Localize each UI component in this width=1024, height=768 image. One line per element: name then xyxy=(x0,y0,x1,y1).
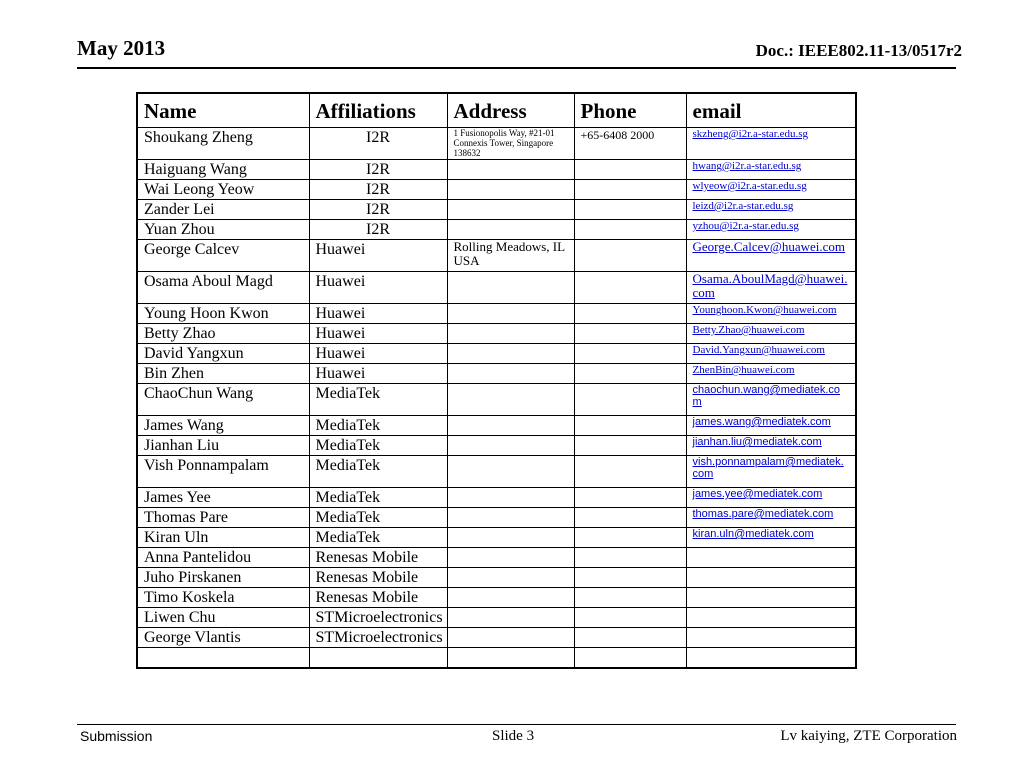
affiliation-cell: MediaTek xyxy=(309,488,447,508)
email-link[interactable]: George.Calcev@huawei.com xyxy=(692,239,846,254)
email-cell xyxy=(686,416,856,436)
table-row xyxy=(137,304,856,324)
name-cell: ChaoChun Wang xyxy=(137,384,309,416)
table-row xyxy=(137,272,856,304)
phone-cell xyxy=(574,628,686,648)
email-cell xyxy=(686,528,856,548)
phone-cell xyxy=(574,436,686,456)
address-cell xyxy=(447,344,574,364)
table-row xyxy=(137,324,856,344)
address-cell xyxy=(447,220,574,240)
address-cell xyxy=(447,456,574,488)
name-cell: Shoukang Zheng xyxy=(137,128,309,160)
email-cell xyxy=(686,548,856,568)
phone-cell xyxy=(574,220,686,240)
table-row xyxy=(137,528,856,548)
column-header-address: Address xyxy=(447,93,574,128)
affiliation-cell: Huawei xyxy=(309,364,447,384)
table-row xyxy=(137,608,856,628)
email-cell xyxy=(686,456,856,488)
email-cell xyxy=(686,344,856,364)
affiliation-cell: Huawei xyxy=(309,304,447,324)
phone-cell xyxy=(574,160,686,180)
affiliation-cell: I2R xyxy=(309,160,447,180)
table-row xyxy=(137,364,856,384)
table-row xyxy=(137,180,856,200)
header-divider xyxy=(77,67,956,69)
name-cell: James Yee xyxy=(137,488,309,508)
name-cell: Thomas Pare xyxy=(137,508,309,528)
name-cell: Bin Zhen xyxy=(137,364,309,384)
phone-cell xyxy=(574,324,686,344)
phone-cell xyxy=(574,240,686,272)
affiliation-cell: MediaTek xyxy=(309,456,447,488)
name-cell: Yuan Zhou xyxy=(137,220,309,240)
email-link[interactable]: wlyeow@i2r.a-star.edu.sg xyxy=(692,180,807,192)
name-cell: Anna Pantelidou xyxy=(137,548,309,568)
table-row xyxy=(137,456,856,488)
name-cell xyxy=(137,648,309,669)
email-cell xyxy=(686,364,856,384)
affiliation-cell: I2R xyxy=(309,220,447,240)
table-row xyxy=(137,588,856,608)
table-row xyxy=(137,384,856,416)
email-cell xyxy=(686,272,856,304)
name-cell: George Calcev xyxy=(137,240,309,272)
address-cell xyxy=(447,180,574,200)
phone-cell xyxy=(574,384,686,416)
email-link[interactable]: ZhenBin@huawei.com xyxy=(692,364,795,376)
phone-cell xyxy=(574,548,686,568)
phone-cell xyxy=(574,200,686,220)
name-cell: Timo Koskela xyxy=(137,588,309,608)
address-cell xyxy=(447,324,574,344)
phone-cell xyxy=(574,568,686,588)
email-cell xyxy=(686,384,856,416)
footer-submission: Submission xyxy=(80,728,153,744)
address-cell xyxy=(447,588,574,608)
table-row xyxy=(137,548,856,568)
table-row xyxy=(137,488,856,508)
email-cell xyxy=(686,180,856,200)
address-cell xyxy=(447,272,574,304)
phone-cell xyxy=(574,488,686,508)
address-cell xyxy=(447,508,574,528)
name-cell: Kiran Uln xyxy=(137,528,309,548)
email-cell xyxy=(686,608,856,628)
email-link[interactable]: kiran.uln@mediatek.com xyxy=(692,528,814,540)
phone-text: +65-6408 2000 xyxy=(580,128,655,142)
email-cell xyxy=(686,304,856,324)
table-row xyxy=(137,240,856,272)
table-row xyxy=(137,416,856,436)
table-row xyxy=(137,128,856,160)
affiliation-cell: Renesas Mobile xyxy=(309,588,447,608)
name-cell: Wai Leong Yeow xyxy=(137,180,309,200)
address-cell xyxy=(447,240,574,272)
address-cell xyxy=(447,160,574,180)
email-link[interactable]: vish.ponnampalam@mediatek.com xyxy=(692,456,844,480)
column-header-email: email xyxy=(686,93,856,128)
footer-author: Lv kaiying, ZTE Corporation xyxy=(780,728,957,744)
affiliation-cell: MediaTek xyxy=(309,508,447,528)
phone-cell xyxy=(574,128,686,160)
phone-cell xyxy=(574,304,686,324)
address-cell xyxy=(447,128,574,160)
table-header-row xyxy=(137,93,856,128)
name-cell: Haiguang Wang xyxy=(137,160,309,180)
address-text: 1 Fusionopolis Way, #21-01 Connexis Tower, Singapore 138632 xyxy=(453,128,555,158)
phone-cell xyxy=(574,272,686,304)
name-cell: Zander Lei xyxy=(137,200,309,220)
email-cell xyxy=(686,628,856,648)
affiliation-cell xyxy=(309,648,447,669)
footer-divider xyxy=(77,724,956,725)
affiliation-cell: Huawei xyxy=(309,324,447,344)
phone-cell xyxy=(574,608,686,628)
document-id: Doc.: IEEE802.11-13/0517r2 xyxy=(755,41,962,60)
attendee-table xyxy=(136,92,857,669)
address-cell xyxy=(447,628,574,648)
column-header-name: Name xyxy=(137,93,309,128)
name-cell: Young Hoon Kwon xyxy=(137,304,309,324)
affiliation-cell: I2R xyxy=(309,180,447,200)
name-cell: James Wang xyxy=(137,416,309,436)
email-link[interactable]: james.yee@mediatek.com xyxy=(692,488,823,500)
email-cell xyxy=(686,568,856,588)
column-header-phone: Phone xyxy=(574,93,686,128)
table-row xyxy=(137,436,856,456)
email-link[interactable]: yzhou@i2r.a-star.edu.sg xyxy=(692,220,799,232)
address-cell xyxy=(447,416,574,436)
email-cell xyxy=(686,588,856,608)
name-cell: George Vlantis xyxy=(137,628,309,648)
table-row xyxy=(137,344,856,364)
address-cell xyxy=(447,200,574,220)
address-cell xyxy=(447,568,574,588)
affiliation-cell: MediaTek xyxy=(309,436,447,456)
affiliation-cell: Huawei xyxy=(309,344,447,364)
email-link[interactable]: thomas.pare@mediatek.com xyxy=(692,508,834,520)
phone-cell xyxy=(574,528,686,548)
email-cell xyxy=(686,128,856,160)
affiliation-cell: MediaTek xyxy=(309,416,447,436)
email-cell xyxy=(686,324,856,344)
table-row xyxy=(137,200,856,220)
phone-cell xyxy=(574,180,686,200)
email-cell xyxy=(686,200,856,220)
table-row xyxy=(137,568,856,588)
address-cell xyxy=(447,364,574,384)
table-row xyxy=(137,648,856,669)
phone-cell xyxy=(574,648,686,669)
affiliation-cell: Renesas Mobile xyxy=(309,568,447,588)
name-cell: Liwen Chu xyxy=(137,608,309,628)
phone-cell xyxy=(574,364,686,384)
affiliation-cell: STMicroelectronics xyxy=(309,628,447,648)
address-cell xyxy=(447,548,574,568)
email-link[interactable]: james.wang@mediatek.com xyxy=(692,416,831,428)
affiliation-cell: Huawei xyxy=(309,240,447,272)
name-cell: Vish Ponnampalam xyxy=(137,456,309,488)
email-link[interactable]: jianhan.liu@mediatek.com xyxy=(692,436,822,448)
address-text: Rolling Meadows, IL USA xyxy=(453,239,565,268)
address-cell xyxy=(447,436,574,456)
address-cell xyxy=(447,648,574,669)
slide-number: Slide 3 xyxy=(492,728,535,744)
email-link[interactable]: Younghoon.Kwon@huawei.com xyxy=(692,304,837,316)
email-link[interactable]: leizd@i2r.a-star.edu.sg xyxy=(692,200,794,212)
table-row xyxy=(137,628,856,648)
email-cell xyxy=(686,488,856,508)
email-cell xyxy=(686,648,856,669)
affiliation-cell: I2R xyxy=(309,128,447,160)
address-cell xyxy=(447,304,574,324)
phone-cell xyxy=(574,588,686,608)
table-row xyxy=(137,508,856,528)
phone-cell xyxy=(574,456,686,488)
affiliation-cell: Renesas Mobile xyxy=(309,548,447,568)
email-link[interactable]: skzheng@i2r.a-star.edu.sg xyxy=(692,128,809,140)
email-cell xyxy=(686,220,856,240)
affiliation-cell: STMicroelectronics xyxy=(309,608,447,628)
column-header-affiliations: Affiliations xyxy=(309,93,447,128)
name-cell: Jianhan Liu xyxy=(137,436,309,456)
phone-cell xyxy=(574,344,686,364)
email-link[interactable]: Osama.AboulMagd@huawei.com xyxy=(692,271,848,300)
email-cell xyxy=(686,160,856,180)
table-row xyxy=(137,220,856,240)
email-link[interactable]: hwang@i2r.a-star.edu.sg xyxy=(692,160,802,172)
address-cell xyxy=(447,488,574,508)
email-link[interactable]: David.Yangxun@huawei.com xyxy=(692,344,825,356)
email-link[interactable]: Betty.Zhao@huawei.com xyxy=(692,324,805,336)
email-cell xyxy=(686,240,856,272)
affiliation-cell: I2R xyxy=(309,200,447,220)
address-cell xyxy=(447,528,574,548)
table-row xyxy=(137,160,856,180)
email-cell xyxy=(686,508,856,528)
name-cell: Betty Zhao xyxy=(137,324,309,344)
name-cell: David Yangxun xyxy=(137,344,309,364)
email-cell xyxy=(686,436,856,456)
phone-cell xyxy=(574,416,686,436)
slide-date: May 2013 xyxy=(77,36,166,60)
email-link[interactable]: chaochun.wang@mediatek.com xyxy=(692,384,841,408)
name-cell: Osama Aboul Magd xyxy=(137,272,309,304)
address-cell xyxy=(447,608,574,628)
affiliation-cell: Huawei xyxy=(309,272,447,304)
phone-cell xyxy=(574,508,686,528)
affiliation-cell: MediaTek xyxy=(309,384,447,416)
name-cell: Juho Pirskanen xyxy=(137,568,309,588)
address-cell xyxy=(447,384,574,416)
affiliation-cell: MediaTek xyxy=(309,528,447,548)
